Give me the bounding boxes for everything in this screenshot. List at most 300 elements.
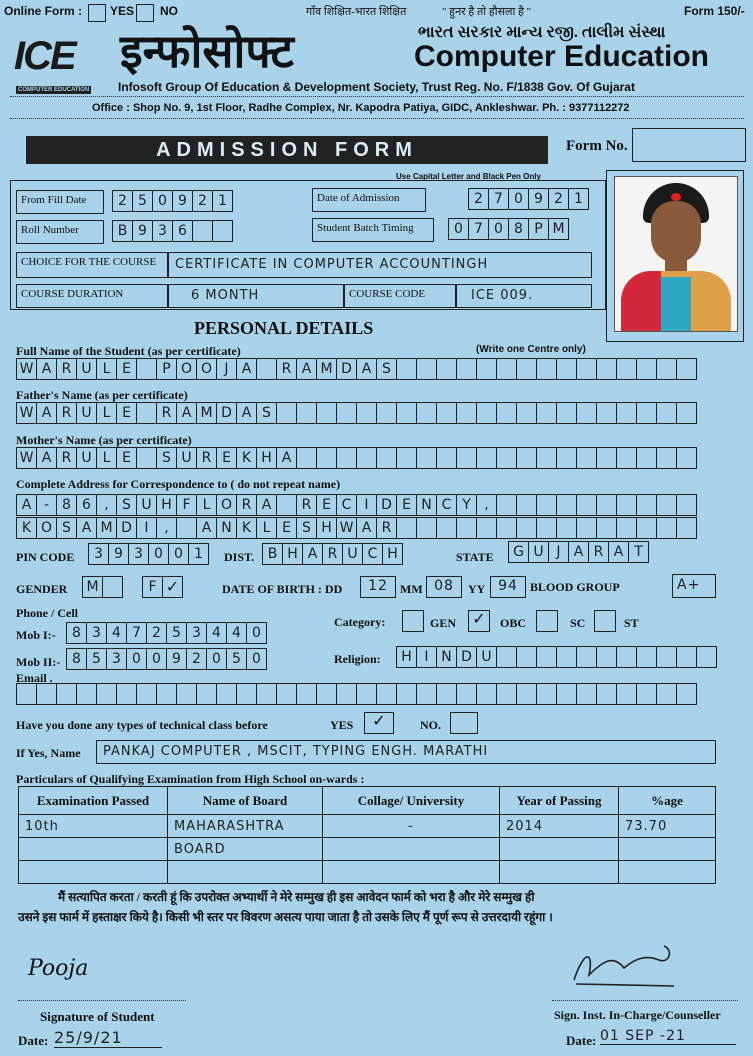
- char-cell[interactable]: [457, 358, 477, 380]
- char-cell[interactable]: A: [277, 447, 297, 469]
- char-cell[interactable]: A: [257, 494, 277, 516]
- char-cell[interactable]: F: [177, 494, 197, 516]
- admission-date-field[interactable]: 2 7 0 9 2 1: [468, 188, 589, 210]
- char-cell[interactable]: U: [477, 646, 497, 668]
- category-sc-checkbox[interactable]: [594, 610, 616, 632]
- char-cell[interactable]: 0: [207, 648, 227, 670]
- char-cell[interactable]: [597, 358, 617, 380]
- char-cell[interactable]: C: [337, 494, 357, 516]
- char-cell[interactable]: [557, 646, 577, 668]
- char-cell[interactable]: -: [37, 494, 57, 516]
- char-cell[interactable]: [637, 358, 657, 380]
- category-gen-tick[interactable]: ✓: [468, 610, 490, 632]
- char-cell[interactable]: [117, 683, 137, 705]
- char-cell[interactable]: H: [397, 646, 417, 668]
- char-cell[interactable]: E: [277, 517, 297, 539]
- char-cell[interactable]: M: [197, 402, 217, 424]
- char-cell[interactable]: H: [283, 543, 303, 565]
- char-cell[interactable]: [477, 517, 497, 539]
- char-cell[interactable]: A: [357, 358, 377, 380]
- table-row[interactable]: BOARD: [19, 838, 716, 861]
- char-cell[interactable]: 3: [87, 622, 107, 644]
- char-cell[interactable]: [517, 494, 537, 516]
- char-cell[interactable]: [657, 517, 677, 539]
- char-cell[interactable]: W: [17, 402, 37, 424]
- char-cell[interactable]: 5: [87, 648, 107, 670]
- char-cell[interactable]: G: [509, 541, 529, 563]
- char-cell[interactable]: O: [177, 358, 197, 380]
- char-cell[interactable]: [697, 646, 717, 668]
- char-cell[interactable]: [317, 402, 337, 424]
- char-cell[interactable]: H: [383, 543, 403, 565]
- char-cell[interactable]: [637, 494, 657, 516]
- char-cell[interactable]: [137, 683, 157, 705]
- char-cell[interactable]: [557, 494, 577, 516]
- char-cell[interactable]: [417, 358, 437, 380]
- char-cell[interactable]: I: [357, 494, 377, 516]
- char-cell[interactable]: [357, 402, 377, 424]
- pin-code-field[interactable]: [88, 543, 209, 565]
- char-cell[interactable]: [617, 358, 637, 380]
- char-cell[interactable]: [637, 683, 657, 705]
- char-cell[interactable]: 2: [187, 648, 207, 670]
- char-cell[interactable]: A: [303, 543, 323, 565]
- char-cell[interactable]: [677, 402, 697, 424]
- char-cell[interactable]: N: [437, 646, 457, 668]
- char-cell[interactable]: [657, 494, 677, 516]
- char-cell[interactable]: ,: [97, 494, 117, 516]
- char-cell[interactable]: [237, 683, 257, 705]
- char-cell[interactable]: R: [57, 402, 77, 424]
- char-cell[interactable]: [457, 683, 477, 705]
- table-row[interactable]: 10th MAHARASHTRA - 2014 73.70: [19, 815, 716, 838]
- char-cell[interactable]: 9: [109, 543, 129, 565]
- gender-f[interactable]: F ✓: [142, 576, 183, 598]
- char-cell[interactable]: [437, 447, 457, 469]
- char-cell[interactable]: 3: [107, 648, 127, 670]
- char-cell[interactable]: [397, 358, 417, 380]
- char-cell[interactable]: U: [343, 543, 363, 565]
- char-cell[interactable]: S: [157, 447, 177, 469]
- char-cell[interactable]: H: [257, 447, 277, 469]
- char-cell[interactable]: [637, 402, 657, 424]
- char-cell[interactable]: [417, 402, 437, 424]
- char-cell[interactable]: [677, 447, 697, 469]
- char-cell[interactable]: [577, 358, 597, 380]
- char-cell[interactable]: [297, 402, 317, 424]
- form-no-field[interactable]: [632, 128, 746, 162]
- char-cell[interactable]: [537, 358, 557, 380]
- char-cell[interactable]: [657, 683, 677, 705]
- char-cell[interactable]: [177, 683, 197, 705]
- char-cell[interactable]: [397, 402, 417, 424]
- char-cell[interactable]: [617, 683, 637, 705]
- char-cell[interactable]: [557, 447, 577, 469]
- char-cell[interactable]: [577, 494, 597, 516]
- char-cell[interactable]: U: [137, 494, 157, 516]
- char-cell[interactable]: O: [37, 517, 57, 539]
- char-cell[interactable]: [557, 683, 577, 705]
- char-cell[interactable]: [277, 683, 297, 705]
- char-cell[interactable]: D: [217, 402, 237, 424]
- char-cell[interactable]: I: [137, 517, 157, 539]
- category-obc-checkbox[interactable]: [536, 610, 558, 632]
- char-cell[interactable]: R: [157, 402, 177, 424]
- char-cell[interactable]: S: [117, 494, 137, 516]
- char-cell[interactable]: 4: [107, 622, 127, 644]
- char-cell[interactable]: ,: [157, 517, 177, 539]
- char-cell[interactable]: 0: [247, 648, 267, 670]
- char-cell[interactable]: [677, 494, 697, 516]
- char-cell[interactable]: A: [37, 447, 57, 469]
- char-cell[interactable]: [517, 517, 537, 539]
- char-cell[interactable]: H: [157, 494, 177, 516]
- char-cell[interactable]: A: [37, 358, 57, 380]
- char-cell[interactable]: [277, 494, 297, 516]
- char-cell[interactable]: K: [17, 517, 37, 539]
- char-cell[interactable]: [377, 683, 397, 705]
- char-cell[interactable]: [657, 358, 677, 380]
- char-cell[interactable]: 8: [57, 494, 77, 516]
- char-cell[interactable]: [637, 447, 657, 469]
- char-cell[interactable]: 1: [189, 543, 209, 565]
- char-cell[interactable]: P: [157, 358, 177, 380]
- char-cell[interactable]: E: [317, 494, 337, 516]
- char-cell[interactable]: [337, 683, 357, 705]
- char-cell[interactable]: U: [77, 358, 97, 380]
- category-gen-checkbox[interactable]: [402, 610, 424, 632]
- char-cell[interactable]: A: [237, 402, 257, 424]
- char-cell[interactable]: D: [457, 646, 477, 668]
- address-line-1[interactable]: [16, 494, 697, 516]
- char-cell[interactable]: [517, 683, 537, 705]
- char-cell[interactable]: S: [257, 402, 277, 424]
- char-cell[interactable]: A: [37, 402, 57, 424]
- course-duration-field[interactable]: 6 MONTH: [168, 284, 344, 308]
- char-cell[interactable]: [137, 358, 157, 380]
- char-cell[interactable]: [197, 683, 217, 705]
- char-cell[interactable]: [577, 447, 597, 469]
- char-cell[interactable]: [537, 402, 557, 424]
- char-cell[interactable]: [437, 358, 457, 380]
- char-cell[interactable]: [437, 683, 457, 705]
- char-cell[interactable]: W: [337, 517, 357, 539]
- mother-name-field[interactable]: [16, 447, 697, 469]
- char-cell[interactable]: [457, 447, 477, 469]
- char-cell[interactable]: R: [57, 447, 77, 469]
- char-cell[interactable]: [577, 646, 597, 668]
- char-cell[interactable]: [317, 683, 337, 705]
- char-cell[interactable]: D: [117, 517, 137, 539]
- char-cell[interactable]: [657, 402, 677, 424]
- char-cell[interactable]: L: [257, 517, 277, 539]
- online-no-checkbox[interactable]: [136, 4, 154, 22]
- personal-details-heading: PERSONAL DETAILS: [194, 318, 374, 338]
- char-cell[interactable]: K: [237, 447, 257, 469]
- char-cell[interactable]: A: [609, 541, 629, 563]
- char-cell[interactable]: 4: [207, 622, 227, 644]
- char-cell[interactable]: 5: [167, 622, 187, 644]
- char-cell[interactable]: R: [237, 494, 257, 516]
- char-cell[interactable]: [357, 683, 377, 705]
- char-cell[interactable]: [557, 358, 577, 380]
- char-cell[interactable]: 7: [127, 622, 147, 644]
- char-cell[interactable]: L: [97, 402, 117, 424]
- char-cell[interactable]: [397, 447, 417, 469]
- char-cell[interactable]: [557, 517, 577, 539]
- char-cell[interactable]: [677, 683, 697, 705]
- char-cell[interactable]: [497, 494, 517, 516]
- char-cell[interactable]: T: [629, 541, 649, 563]
- char-cell[interactable]: A: [569, 541, 589, 563]
- char-cell[interactable]: [477, 358, 497, 380]
- dob-dd-field[interactable]: 12: [360, 576, 396, 598]
- char-cell[interactable]: E: [117, 358, 137, 380]
- char-cell[interactable]: [537, 683, 557, 705]
- char-cell[interactable]: R: [197, 447, 217, 469]
- char-cell[interactable]: [337, 447, 357, 469]
- char-cell[interactable]: [657, 646, 677, 668]
- char-cell[interactable]: [597, 683, 617, 705]
- char-cell[interactable]: [497, 683, 517, 705]
- char-cell[interactable]: [617, 447, 637, 469]
- char-cell[interactable]: [617, 402, 637, 424]
- char-cell[interactable]: [437, 402, 457, 424]
- char-cell[interactable]: [397, 517, 417, 539]
- char-cell[interactable]: [497, 447, 517, 469]
- char-cell[interactable]: S: [377, 358, 397, 380]
- char-cell[interactable]: ,: [477, 494, 497, 516]
- char-cell[interactable]: R: [277, 358, 297, 380]
- char-cell[interactable]: [417, 683, 437, 705]
- char-cell[interactable]: 9: [167, 648, 187, 670]
- char-cell[interactable]: A: [77, 517, 97, 539]
- char-cell[interactable]: [517, 646, 537, 668]
- char-cell[interactable]: L: [97, 358, 117, 380]
- father-name-field[interactable]: [16, 402, 697, 424]
- char-cell[interactable]: [97, 683, 117, 705]
- char-cell[interactable]: [617, 646, 637, 668]
- state-field[interactable]: [508, 541, 649, 563]
- dob-mm-field[interactable]: 08: [426, 576, 462, 598]
- char-cell[interactable]: [597, 447, 617, 469]
- char-cell[interactable]: [477, 447, 497, 469]
- char-cell[interactable]: [377, 402, 397, 424]
- full-name-field[interactable]: [16, 358, 697, 380]
- char-cell[interactable]: 3: [129, 543, 149, 565]
- char-cell[interactable]: U: [529, 541, 549, 563]
- char-cell[interactable]: J: [217, 358, 237, 380]
- char-cell[interactable]: S: [57, 517, 77, 539]
- char-cell[interactable]: [417, 447, 437, 469]
- char-cell[interactable]: [477, 402, 497, 424]
- char-cell[interactable]: [137, 447, 157, 469]
- char-cell[interactable]: [677, 517, 697, 539]
- char-cell[interactable]: [597, 402, 617, 424]
- tech-no-checkbox[interactable]: [450, 712, 478, 734]
- char-cell[interactable]: W: [17, 447, 37, 469]
- char-cell[interactable]: A: [17, 494, 37, 516]
- char-cell[interactable]: A: [297, 358, 317, 380]
- char-cell[interactable]: [677, 358, 697, 380]
- char-cell[interactable]: [517, 402, 537, 424]
- char-cell[interactable]: O: [217, 494, 237, 516]
- course-choice-field[interactable]: CERTIFICATE IN COMPUTER ACCOUNTINGH: [168, 252, 592, 278]
- email-field[interactable]: [16, 683, 697, 705]
- mob2-field[interactable]: [66, 648, 267, 670]
- char-cell[interactable]: M: [317, 358, 337, 380]
- char-cell[interactable]: 0: [149, 543, 169, 565]
- char-cell[interactable]: E: [217, 447, 237, 469]
- char-cell[interactable]: [517, 358, 537, 380]
- char-cell[interactable]: 4: [227, 622, 247, 644]
- char-cell[interactable]: 3: [89, 543, 109, 565]
- char-cell[interactable]: [417, 517, 437, 539]
- char-cell[interactable]: [457, 517, 477, 539]
- char-cell[interactable]: [597, 646, 617, 668]
- char-cell[interactable]: [557, 402, 577, 424]
- char-cell[interactable]: [597, 517, 617, 539]
- roll-number-field[interactable]: B 9 3 6: [112, 220, 233, 242]
- char-cell[interactable]: 8: [67, 622, 87, 644]
- char-cell[interactable]: U: [77, 447, 97, 469]
- char-cell[interactable]: [257, 358, 277, 380]
- char-cell[interactable]: [577, 402, 597, 424]
- char-cell[interactable]: 5: [227, 648, 247, 670]
- char-cell[interactable]: [497, 402, 517, 424]
- char-cell[interactable]: [57, 683, 77, 705]
- char-cell[interactable]: D: [377, 494, 397, 516]
- char-cell[interactable]: [297, 447, 317, 469]
- char-cell[interactable]: D: [337, 358, 357, 380]
- char-cell[interactable]: U: [77, 402, 97, 424]
- char-cell[interactable]: [37, 683, 57, 705]
- char-cell[interactable]: [637, 646, 657, 668]
- char-cell[interactable]: [357, 447, 377, 469]
- char-cell[interactable]: [537, 517, 557, 539]
- char-cell[interactable]: K: [237, 517, 257, 539]
- char-cell[interactable]: [617, 494, 637, 516]
- char-cell[interactable]: 6: [77, 494, 97, 516]
- religion-field[interactable]: [396, 646, 717, 668]
- char-cell[interactable]: I: [417, 646, 437, 668]
- student-signature-label: Signature of Student: [40, 1009, 155, 1024]
- char-cell[interactable]: [277, 402, 297, 424]
- char-cell[interactable]: Y: [457, 494, 477, 516]
- char-cell[interactable]: R: [297, 494, 317, 516]
- char-cell[interactable]: 0: [147, 648, 167, 670]
- char-cell[interactable]: N: [417, 494, 437, 516]
- char-cell[interactable]: [317, 447, 337, 469]
- char-cell[interactable]: [637, 517, 657, 539]
- char-cell[interactable]: C: [363, 543, 383, 565]
- char-cell[interactable]: A: [197, 517, 217, 539]
- char-cell[interactable]: E: [117, 447, 137, 469]
- char-cell[interactable]: U: [177, 447, 197, 469]
- char-cell[interactable]: [177, 517, 197, 539]
- dist-field[interactable]: [262, 543, 403, 565]
- char-cell[interactable]: J: [549, 541, 569, 563]
- char-cell[interactable]: [17, 683, 37, 705]
- char-cell[interactable]: [677, 646, 697, 668]
- gender-m[interactable]: M: [82, 576, 123, 598]
- batch-timing-field[interactable]: 0 7 0 8 P M: [448, 218, 569, 240]
- char-cell[interactable]: L: [197, 494, 217, 516]
- tech-yes-checkbox[interactable]: ✓: [364, 712, 394, 734]
- char-cell[interactable]: 0: [247, 622, 267, 644]
- char-cell[interactable]: B: [263, 543, 283, 565]
- char-cell[interactable]: [657, 447, 677, 469]
- char-cell[interactable]: E: [117, 402, 137, 424]
- char-cell[interactable]: [457, 402, 477, 424]
- char-cell[interactable]: [157, 683, 177, 705]
- mob1-field[interactable]: [66, 622, 267, 644]
- char-cell[interactable]: [257, 683, 277, 705]
- char-cell[interactable]: [517, 447, 537, 469]
- char-cell[interactable]: [77, 683, 97, 705]
- char-cell[interactable]: [217, 683, 237, 705]
- char-cell[interactable]: [597, 494, 617, 516]
- char-cell[interactable]: 0: [127, 648, 147, 670]
- char-cell[interactable]: E: [397, 494, 417, 516]
- char-cell[interactable]: 0: [169, 543, 189, 565]
- char-cell[interactable]: [577, 683, 597, 705]
- char-cell[interactable]: S: [297, 517, 317, 539]
- char-cell[interactable]: [617, 517, 637, 539]
- char-cell[interactable]: [537, 646, 557, 668]
- char-cell[interactable]: [477, 683, 497, 705]
- char-cell[interactable]: M: [97, 517, 117, 539]
- char-cell[interactable]: 8: [67, 648, 87, 670]
- char-cell[interactable]: R: [57, 358, 77, 380]
- char-cell[interactable]: C: [437, 494, 457, 516]
- char-cell[interactable]: [497, 646, 517, 668]
- char-cell[interactable]: A: [357, 517, 377, 539]
- char-cell[interactable]: [537, 494, 557, 516]
- char-cell[interactable]: N: [217, 517, 237, 539]
- blood-group-field[interactable]: A+: [672, 574, 716, 598]
- char-cell[interactable]: H: [317, 517, 337, 539]
- char-cell[interactable]: R: [589, 541, 609, 563]
- char-cell[interactable]: 2: [147, 622, 167, 644]
- char-cell[interactable]: [297, 683, 317, 705]
- char-cell[interactable]: [397, 683, 417, 705]
- dob-yy-field[interactable]: 94: [490, 576, 526, 598]
- char-cell[interactable]: A: [177, 402, 197, 424]
- course-code-field[interactable]: ICE 009.: [456, 284, 592, 308]
- char-cell[interactable]: R: [377, 517, 397, 539]
- address-line-2[interactable]: [16, 517, 697, 539]
- char-cell[interactable]: [537, 447, 557, 469]
- char-cell[interactable]: [337, 402, 357, 424]
- char-cell[interactable]: [437, 517, 457, 539]
- char-cell[interactable]: [497, 517, 517, 539]
- char-cell[interactable]: A: [237, 358, 257, 380]
- char-cell[interactable]: R: [323, 543, 343, 565]
- char-cell[interactable]: O: [197, 358, 217, 380]
- char-cell[interactable]: [377, 447, 397, 469]
- char-cell[interactable]: L: [97, 447, 117, 469]
- char-cell[interactable]: [497, 358, 517, 380]
- fill-date-field[interactable]: 2 5 0 9 2 1: [112, 190, 233, 212]
- char-cell[interactable]: W: [17, 358, 37, 380]
- online-yes-checkbox[interactable]: [88, 4, 106, 22]
- char-cell[interactable]: [137, 402, 157, 424]
- if-yes-field[interactable]: PANKAJ COMPUTER , MSCIT, TYPING ENGH. MARATHI: [96, 740, 716, 764]
- char-cell[interactable]: 3: [187, 622, 207, 644]
- blood-group-label: BLOOD GROUP: [530, 580, 620, 594]
- char-cell[interactable]: [577, 517, 597, 539]
